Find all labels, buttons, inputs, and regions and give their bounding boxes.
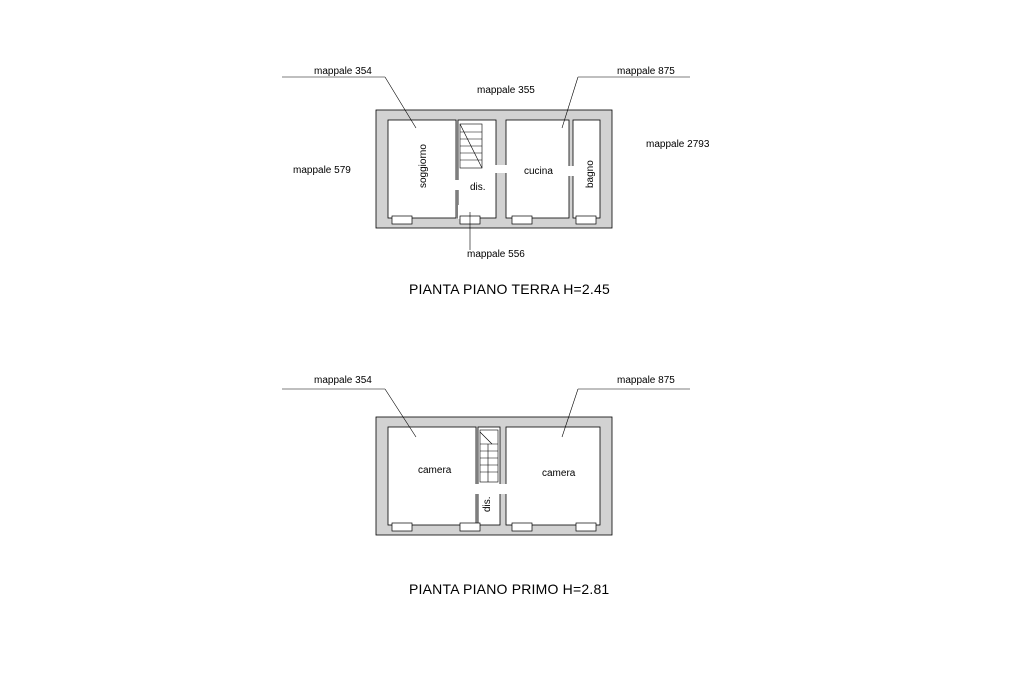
room-label: soggiorno — [418, 144, 429, 188]
first-floor-plan — [282, 375, 690, 597]
window — [460, 523, 480, 531]
parcel-label: mappale 2793 — [646, 139, 710, 150]
room-camera-left — [388, 427, 476, 525]
parcel-label: mappale 556 — [467, 249, 525, 260]
window — [512, 216, 532, 224]
room-label: cucina — [524, 166, 553, 177]
parcel-label: mappale 875 — [617, 375, 675, 386]
door-living-hall — [455, 180, 459, 190]
ground-floor-plan — [282, 66, 710, 297]
window — [392, 523, 412, 531]
room-label: camera — [418, 465, 452, 476]
door-hall-right — [498, 484, 508, 494]
window — [512, 523, 532, 531]
plan-title: PIANTA PIANO TERRA H=2.45 — [409, 281, 610, 297]
window — [392, 216, 412, 224]
door-kitchen-bath — [568, 166, 574, 176]
room-label: camera — [542, 468, 576, 479]
parcel-label: mappale 354 — [314, 66, 372, 77]
parcel-label: mappale 875 — [617, 66, 675, 77]
window — [576, 216, 596, 224]
room-label: dis. — [482, 496, 493, 512]
room-disimpegno — [458, 120, 496, 218]
door-left-hall — [474, 484, 480, 494]
parcel-label: mappale 355 — [477, 85, 535, 96]
parcel-label: mappale 579 — [293, 165, 351, 176]
room-label: bagno — [585, 160, 596, 188]
plan-title: PIANTA PIANO PRIMO H=2.81 — [409, 581, 610, 597]
parcel-label: mappale 354 — [314, 375, 372, 386]
room-label: dis. — [470, 182, 486, 193]
door-hall-kitchen — [495, 165, 507, 173]
window — [576, 523, 596, 531]
